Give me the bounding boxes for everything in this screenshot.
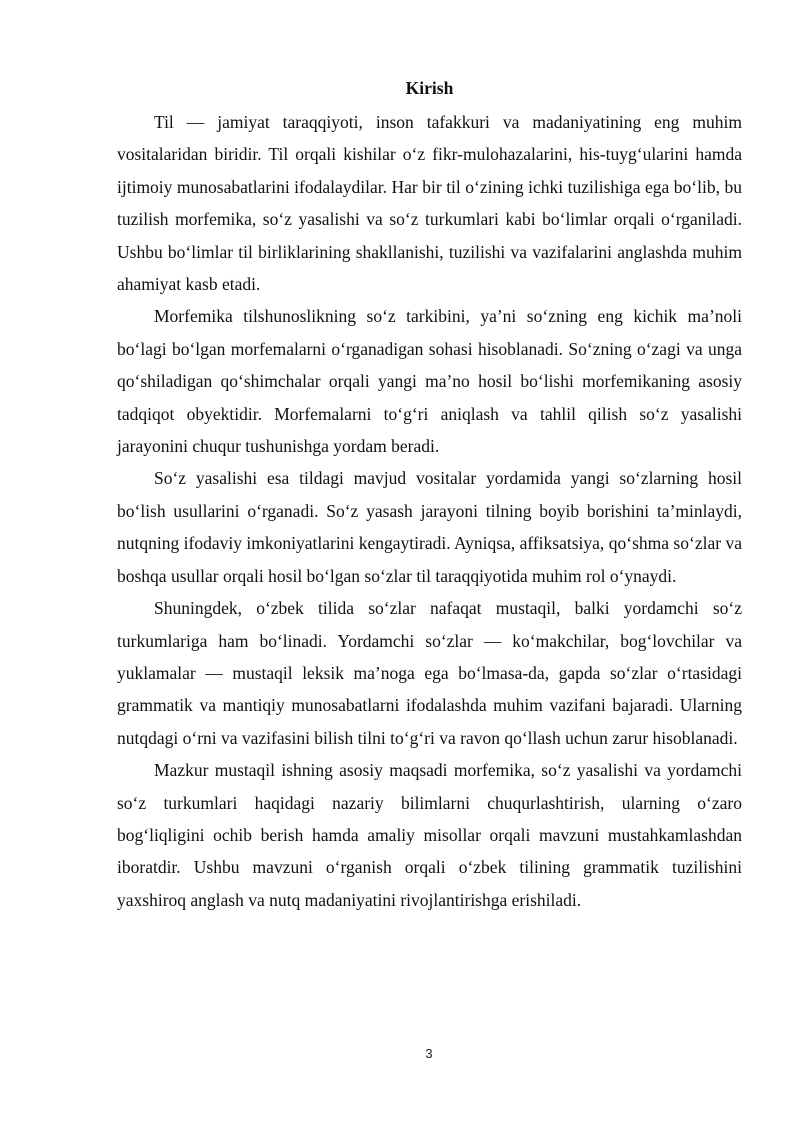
page-number: 3	[425, 1046, 433, 1061]
paragraph-introduction: Til — jamiyat taraqqiyoti, inson tafakkuri va madaniyatining eng muhim vositalaridan biridir. Til orqali kishilar o‘z fikr-mulohazalarini, his-tuyg‘ularini hamda ijtimoiy munosabatlarini ifodalaydilar. Har bir til o‘zining ichki tuzilishiga ega bo‘lib, bu tuzilish morfemika, so‘z yasalishi va so‘z turkumlari kabi bo‘limlar orqali o‘rganiladi. Ushbu bo‘limlar til birliklarining shakllanishi, tuzilishi va vazifalarini anglashda muhim ahamiyat kasb etadi.	[117, 112, 742, 295]
paragraph-word-formation: So‘z yasalishi esa tildagi mavjud vositalar yordamida yangi so‘zlarning hosil bo‘lish usullarini o‘rganadi. So‘z yasash jarayoni tilning boyib borishini ta’minlaydi, nutqning ifodaviy imkoniyatlarini kengaytiradi. Ayniqsa, affiksatsiya, qo‘shma so‘zlar va boshqa usullar orqali hosil bo‘lgan so‘zlar til taraqqiyotida muhim rol o‘ynaydi.	[117, 468, 742, 586]
page-content	[117, 76, 742, 916]
paragraph-auxiliary-words: Shuningdek, o‘zbek tilida so‘zlar nafaqat mustaqil, balki yordamchi so‘z turkumlariga ham bo‘linadi. Yordamchi so‘zlar — ko‘makchilar, bog‘lovchilar va yuklamalar — mustaqil leksik ma’noga ega bo‘lmasa-da, gapda so‘zlar o‘rtasidagi grammatik va mantiqiy munosabatlarni ifodalashda muhim vazifani bajaradi. Ularning nutqdagi o‘rni va vazifasini bilish tilni to‘g‘ri va ravon qo‘llash uchun zarur hisoblanadi.	[117, 598, 742, 748]
paragraph-purpose: Mazkur mustaqil ishning asosiy maqsadi morfemika, so‘z yasalishi va yordamchi so‘z turkumlari haqidagi nazariy bilimlarni chuqurlashtirish, ularning o‘zaro bog‘liqligini ochib berish hamda amaliy misollar orqali mavzuni mustahkamlashdan iboratdir. Ushbu mavzuni o‘rganish orqali o‘zbek tilining grammatik tuzilishini yaxshiroq anglash va nutq madaniyatini rivojlantirishga erishiladi.	[117, 760, 742, 910]
paragraph-morphemics: Morfemika tilshunoslikning so‘z tarkibini, ya’ni so‘zning eng kichik ma’noli bo‘lagi bo‘lgan morfemalarni o‘rganadigan sohasi hisoblanadi. So‘zning o‘zagi va unga qo‘shiladigan qo‘shimchalar orqali yangi ma’no hosil bo‘lishi morfemikaning asosiy tadqiqot obyektidir. Morfemalarni to‘g‘ri aniqlash va tahlil qilish so‘z yasalishi jarayonini chuqur tushunishga yordam beradi.	[117, 306, 742, 457]
page-title: Kirish	[405, 78, 454, 98]
